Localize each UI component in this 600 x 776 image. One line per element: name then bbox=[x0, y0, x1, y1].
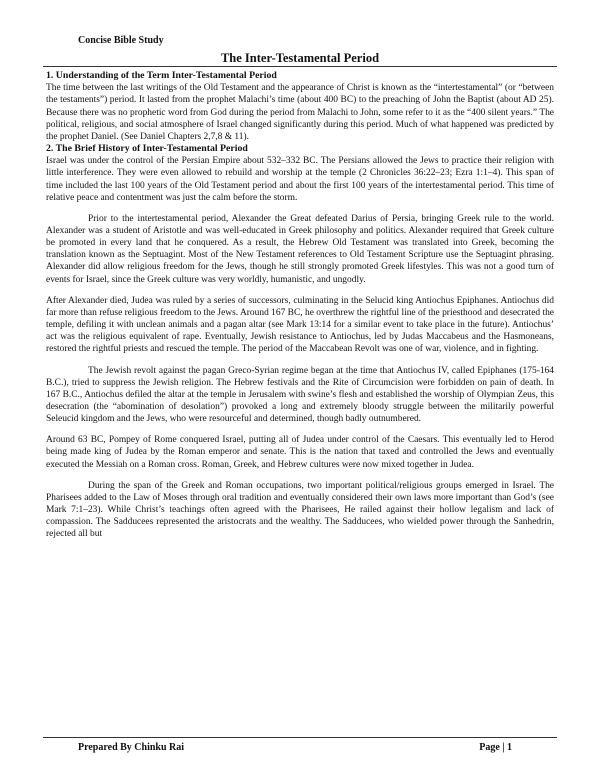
paragraph-pharisees: During the span of the Greek and Roman occupations, two important political/religious groups emerged in Israel. The Pharisees added to the Law of Moses through oral tradition and eventually considered their own laws more important than God’s (see Mark 7:1–23). While Christ’s teachings often agreed with the Pharisees, He railed against their hollow legalism and lack of compassion. The Sadducees represented the aristocrats and the wealthy. The Sadducees, who wielded power through the Sanhedrin, rejected all but bbox=[46, 480, 554, 540]
paragraph-antiochus: After Alexander died, Judea was ruled by a series of successors, culminating in the Selucid king Antiochus Epiphanes. Antiochus did far more than refuse religious freedom to the Jews. Around 167 BC, he overthrew the rightful line of the priesthood and desecrated the temple, defiling it with unclean animals and a pagan altar (see Mark 13:14 for a similar event to take place in the future). Antiochus’ act was the religious equivalent of rape. Eventually, Jewish resistance to Antiochus, led by Judas Maccabeus and the Hasmoneans, restored the rightful priests and rescued the temple. The period of the Maccabean Revolt was one of war, violence, and in fighting. bbox=[46, 295, 554, 355]
series-title: Concise Bible Study bbox=[78, 35, 164, 46]
document-body bbox=[46, 70, 554, 541]
header-rule bbox=[43, 66, 557, 67]
paragraph-jewish-revolt: The Jewish revolt against the pagan Greco-Syrian regime began at the time that Antiochus IV, called Epiphanes (175-164 B.C.), tried to suppress the Jewish religion. The Hebrew festivals and the Rite of Circumcision were forbidden on pain of death. In 167 B.C., Antiochus defiled the altar at the temple in Jerusalem with swine’s flesh and established the worship of Olympian Zeus, this desecration (the “abomination of desolation”) provoked a long and extremely bloody struggle between the militarily powerful Seleucid kingdom and the Jews, who were resourceful and determined, though badly outnumbered. bbox=[46, 365, 554, 425]
section-1-paragraph: The time between the last writings of the Old Testament and the appearance of Christ is known as the “intertestamental” (or “between the testaments”) period. It lasted from the prophet Malachi’s time (about 400 BC) to the preaching of John the Baptist (about AD 25). Because there was no prophetic word from God during the period from Malachi to John, some refer to it as the “400 silent years.” The political, religious, and social atmosphere of Israel changed significantly during this period. Much of what happened was predicted by the prophet Daniel. (See Daniel Chapters 2,7,8 & 11). bbox=[46, 83, 554, 142]
page-title: The Inter-Testamental Period bbox=[220, 51, 380, 65]
footer-author: Prepared By Chinku Rai bbox=[78, 742, 185, 753]
paragraph-persian-empire: Israel was under the control of the Persian Empire about 532–332 BC. The Persians allowed the Jews to practice their religion with little interference. They were even allowed to rebuild and worship at the temple (2 Chronicles 36:22–23; Ezra 1:1–4). This span of time included the last 100 years of the Old Testament period and about the first 100 years of the intertestamental period. This time of relative peace and contentment was just the calm before the storm. bbox=[46, 156, 554, 203]
paragraph-pompey: Around 63 BC, Pompey of Rome conquered Israel, putting all of Judea under control of the Caesars. This eventually led to Herod being made king of Judea by the Roman emperor and senate. This is the nation that taxed and controlled the Jews and eventually executed the Messiah on a Roman cross. Roman, Greek, and Hebrew cultures were now mixed together in Judea. bbox=[46, 435, 554, 470]
section-1-heading: 1. Understanding of the Term Inter-Testamental Period bbox=[46, 70, 277, 81]
footer-rule bbox=[43, 737, 557, 738]
section-2-heading: 2. The Brief History of Inter-Testamental Period bbox=[46, 142, 248, 154]
paragraph-alexander: Prior to the intertestamental period, Alexander the Great defeated Darius of Persia, bringing Greek rule to the world. Alexander was a student of Aristotle and was well-educated in Greek philosophy and politics. Alexander required that Greek culture be promoted in every land that he conquered. As a result, the Hebrew Old Testament was translated into Greek, becoming the translation known as the Septuagint. Most of the New Testament references to Old Testament Scripture use the Septuagint phrasing. Alexander did allow religious freedom for the Jews, though he still strongly promoted Greek lifestyles. This was not a good turn of events for Israel, since the Greek culture was very worldly, humanistic, and ungodly. bbox=[46, 213, 554, 285]
footer-page-number: Page | 1 bbox=[479, 742, 512, 753]
